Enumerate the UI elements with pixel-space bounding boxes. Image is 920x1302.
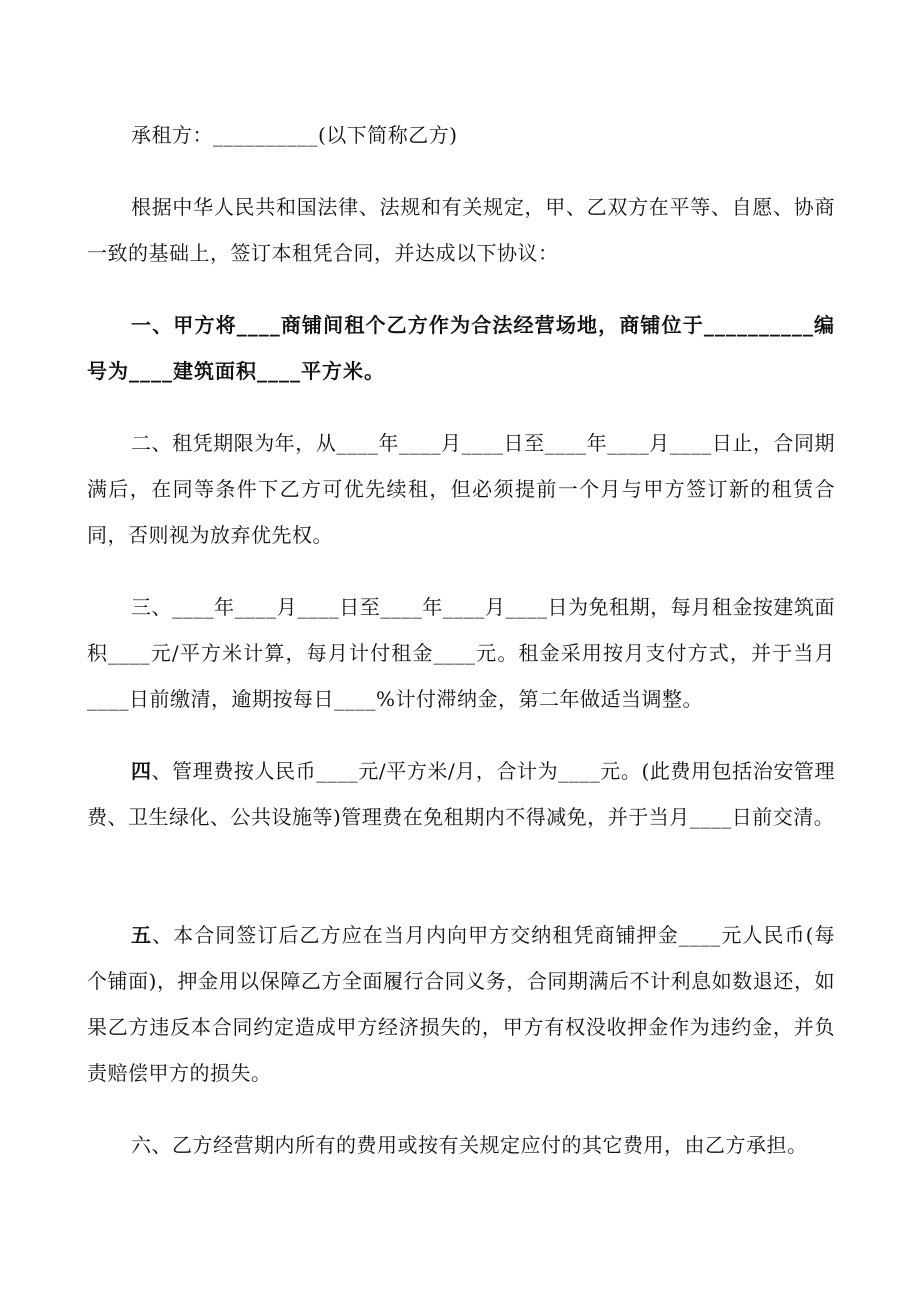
clause-3-paragraph: 三、____年____月____日至____年____月____日为免租期，每月租金按建筑面积____元/平方米计算，每月计付租金____元。租金采用按月支付方式，并于当月____日前缴清，逾期按每日____%计付滞纳金，第二年做适当调整。 [87,595,835,711]
clause-5-text: 、本合同签订后乙方应在当月内向甲方交纳租凭商铺押金____元人民币(每个铺面)，押金用以保障乙方全面履行合同义务，合同期满后不计利息如数退还，如果乙方违反本合同约定造成甲方经济损失的，甲方有权没收押金作为违约金，并负责赔偿甲方的损失。 [87,923,835,1085]
clause-4-paragraph [87,748,835,840]
preamble-paragraph: 根据中华人民共和国法律、法规和有关规定，甲、乙双方在平等、自愿、协商一致的基础上，签订本租凭合同，并达成以下协议： [87,195,835,265]
clause-4-text: 、管理费按人民币____元/平方米/月，合计为____元。(此费用包括治安管理费、卫生绿化、公共设施等)管理费在免租期内不得减免，并于当月____日前交清。 [87,759,836,829]
clause-5-number: 五 [131,923,153,947]
clause-5-paragraph [87,912,835,1096]
clause-1-paragraph: 一、甲方将____商铺间租个乙方作为合法经营场地，商铺位于__________编号为____建筑面积____平方米。 [87,313,835,383]
lessee-line: 承租方：__________(以下简称乙方) [131,123,458,147]
clause-4-number: 四 [131,759,152,783]
clause-6-paragraph: 六、乙方经营期内所有的费用或按有关规定应付的其它费用，由乙方承担。 [131,1133,808,1157]
clause-2-paragraph: 二、租凭期限为年，从____年____月____日至____年____月____日止，合同期满后，在同等条件下乙方可优先续租，但必须提前一个月与甲方签订新的租赁合同，否则视为放弃优先权。 [87,431,835,547]
